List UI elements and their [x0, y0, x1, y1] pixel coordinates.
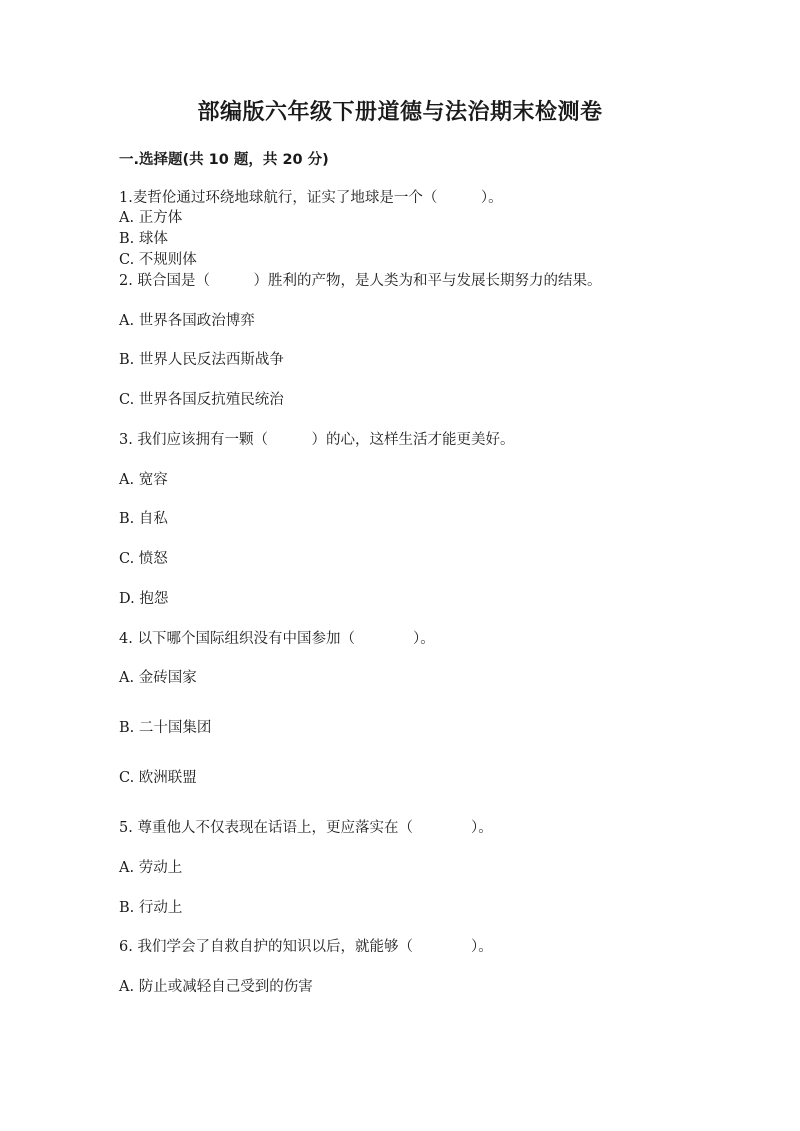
option-item: A. 防止或减轻自己受到的伤害	[119, 979, 313, 995]
option-item: A. 劳动上	[119, 860, 183, 876]
option-item: A. 金砖国家	[119, 670, 197, 686]
option-item: D. 抱怨	[119, 591, 169, 607]
question-stem: 4. 以下哪个国际组织没有中国参加（ ）。	[119, 631, 435, 647]
option-item: B. 二十国集团	[119, 720, 212, 736]
option-item: B. 世界人民反法西斯战争	[119, 352, 284, 368]
option-item: C. 欧洲联盟	[119, 770, 197, 786]
page-title: 部编版六年级下册道德与法治期末检测卷	[197, 100, 603, 125]
question-stem: 3. 我们应该拥有一颗（ ）的心，这样生活才能更美好。	[119, 432, 515, 448]
option-item: C. 世界各国反抗殖民统治	[119, 392, 284, 408]
option-item: B. 球体	[119, 231, 168, 247]
option-item: A. 世界各国政治博弈	[119, 313, 255, 329]
question-stem: 1.麦哲伦通过环绕地球航行，证实了地球是一个（ ）。	[119, 190, 503, 206]
option-item: A. 正方体	[119, 210, 183, 226]
option-item: C. 愤怒	[119, 551, 168, 567]
question-stem: 6. 我们学会了自救自护的知识以后，就能够（ ）。	[119, 939, 493, 955]
section-heading: 一.选择题(共 10 题，共 20 分)	[119, 152, 329, 168]
option-item: B. 行动上	[119, 900, 183, 916]
option-item: B. 自私	[119, 511, 168, 527]
option-item: A. 宽容	[119, 472, 168, 488]
option-item: C. 不规则体	[119, 252, 197, 268]
question-stem: 5. 尊重他人不仅表现在话语上，更应落实在（ ）。	[119, 820, 493, 836]
question-stem: 2. 联合国是（ ）胜利的产物，是人类为和平与发展长期努力的结果。	[119, 273, 602, 289]
